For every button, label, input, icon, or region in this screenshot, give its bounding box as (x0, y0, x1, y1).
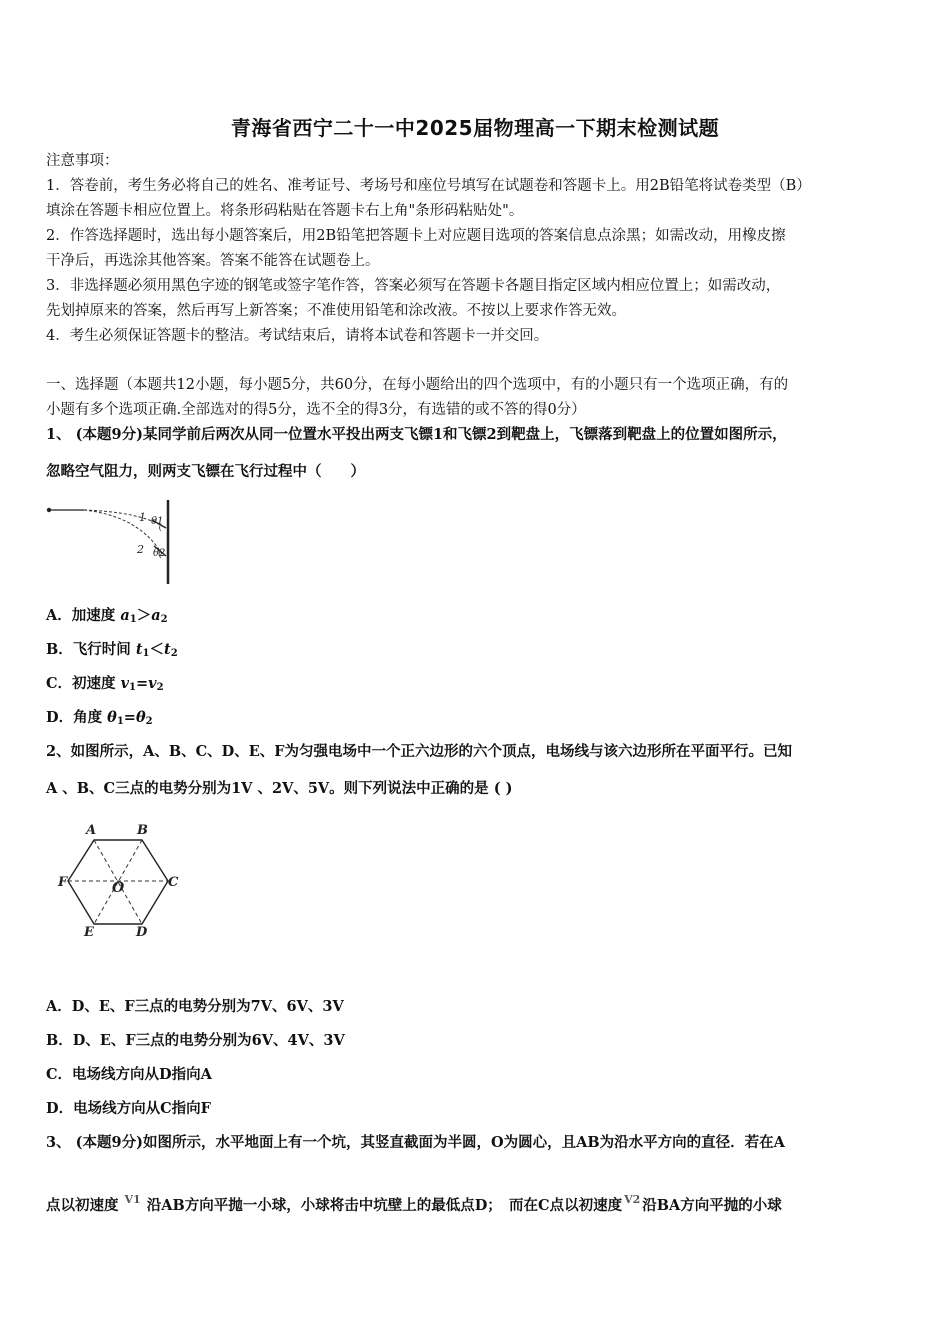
q2-option-a[interactable]: A．D、E、F三点的电势分别为7V、6V、3V (46, 998, 344, 1015)
section-heading-line: 小题有多个选项正确.全部选对的得5分，选不全的得3分，有选错的或不答的得0分） (46, 402, 586, 418)
v1-symbol: V1 (124, 1193, 141, 1206)
q1-stem-line1: 1、 (本题9分)某同学前后两次从同一位置水平投出两支飞镖1和飞镖2到靶盘上，飞镖落到靶盘上的位置如图所示， (46, 426, 787, 443)
q2-option-d[interactable]: D．电场线方向从C指向F (46, 1100, 211, 1117)
q1-dart-figure (44, 494, 176, 586)
q1-option-a[interactable]: A．加速度 $a_1>a_2$ (46, 607, 168, 625)
notice-line: 干净后，再选涂其他答案。答案不能答在试题卷上。 (46, 253, 380, 269)
vertex-d-label: D (136, 925, 148, 940)
q1-option-b[interactable]: B．飞行时间 $t_1<t_2$ (46, 641, 178, 659)
notice-line: 2．作答选择题时，选出每小题答案后，用2B铅笔把答题卡上对应题目选项的答案信息点涂黑；如需改动，用橡皮擦 (46, 228, 786, 244)
v2-symbol: V2 (624, 1193, 641, 1206)
q2-hexagon-figure (54, 818, 186, 942)
q1-option-c[interactable]: C．初速度 $v_1=v_2$ (46, 675, 164, 693)
notice-heading: 注意事项： (46, 153, 119, 169)
section-heading-line: 一、选择题（本题共12小题，每小题5分，共60分，在每小题给出的四个选项中，有的小题只有一个选项正确，有的 (46, 377, 789, 393)
notice-line: 4．考生必须保证答题卡的整洁。考试结束后，请将本试卷和答题卡一并交回。 (46, 328, 549, 344)
dart-label-2: 2 (137, 543, 144, 556)
q2-option-c[interactable]: C．电场线方向从D指向A (46, 1066, 212, 1083)
page-title: 青海省西宁二十一中2025届物理高一下期末检测试题 (230, 116, 720, 140)
notice-line: 3．非选择题必须用黑色字迹的钢笔或签字笔作答，答案必须写在答题卡各题目指定区域内相应位置上；如需改动， (46, 278, 781, 294)
q3-stem-line2: 点以初速度 $^{V1}$ 沿AB方向平抛一小球，小球将击中坑壁上的最低点D； 而在C点以初速度 $^{V2}$ 沿BA方向平抛的小球 (46, 1193, 782, 1214)
q2-option-b[interactable]: B．D、E、F三点的电势分别为6V、4V、3V (46, 1032, 345, 1049)
q2-stem-line2: A 、B、C三点的电势分别为1V 、2V、5V。则下列说法中正确的是 ( ) (46, 780, 513, 797)
q1-stem-line2: 忽略空气阻力，则两支飞镖在飞行过程中（ ） (46, 463, 365, 480)
vertex-c-label: C (168, 875, 179, 890)
q3-stem-line1: 3、 (本题9分)如图所示，水平地面上有一个坑，其竖直截面为半圆，O为圆心，且AB为沿水平方向的直径．若在A (46, 1134, 785, 1151)
notice-line: 1．答卷前，考生务必将自己的姓名、准考证号、考场号和座位号填写在试题卷和答题卡上。用2B铅笔将试卷类型（B） (46, 178, 811, 194)
notice-line: 先划掉原来的答案，然后再写上新答案；不准使用铅笔和涂改液。不按以上要求作答无效。 (46, 303, 626, 319)
q1-option-d[interactable]: D．角度 $\theta_1=\theta_2$ (46, 709, 153, 727)
q2-stem-line1: 2、如图所示，A、B、C、D、E、F为匀强电场中一个正六边形的六个顶点，电场线与该六边形所在平面平行。已知 (46, 743, 793, 760)
vertex-f-label: F (58, 875, 68, 890)
vertex-e-label: E (84, 925, 94, 940)
center-o-label: O (112, 880, 125, 896)
notice-line: 填涂在答题卡相应位置上。将条形码粘贴在答题卡右上角"条形码粘贴处"。 (46, 203, 524, 219)
vertex-b-label: B (137, 823, 148, 838)
dart-label-1: 1 (139, 511, 146, 524)
theta-label-2: θ2 (153, 548, 166, 559)
theta-label-1: θ1 (151, 516, 164, 527)
vertex-a-label: A (86, 823, 97, 838)
